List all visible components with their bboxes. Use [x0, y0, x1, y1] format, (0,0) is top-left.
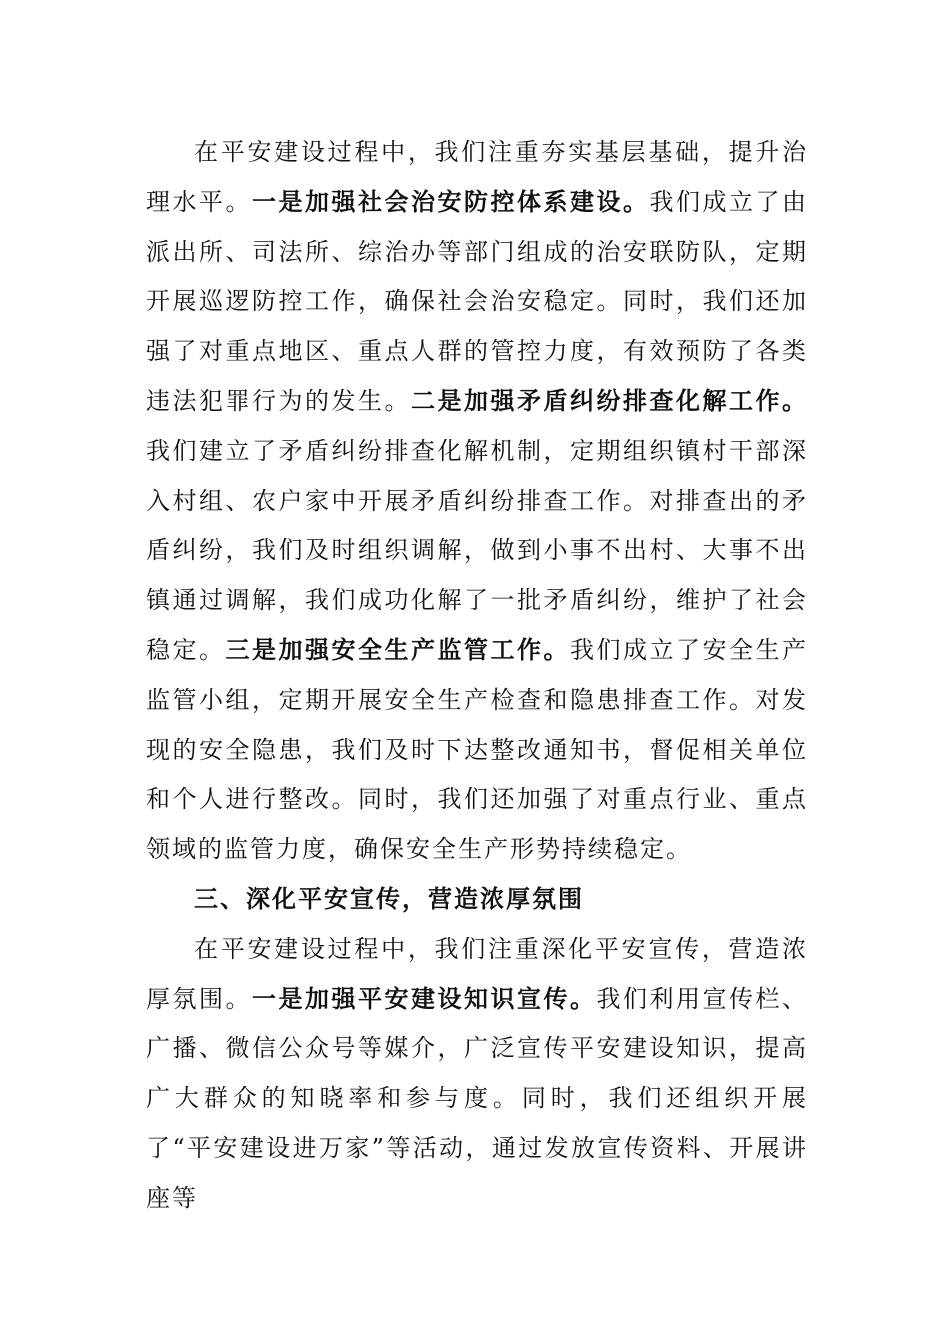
point-title-dispute-resolution: 二是加强矛盾纠纷排查化解工作。	[411, 386, 808, 415]
point-text-knowledge-publicity: 我们利用宣传栏、广播、微信公众号等媒介，广泛宣传平安建设知识，提高广大群众的知晓率和参与度。同时，我们还组织开展了“平安建设进万家”等活动，通过发放宣传资料、开展讲座等	[146, 984, 808, 1212]
point-title-knowledge-publicity: 一是加强平安建设知识宣传。	[252, 984, 597, 1013]
document-body	[146, 128, 808, 1224]
paragraph-safety-publicity	[146, 925, 808, 1224]
point-text-production-safety: 我们成立了安全生产监管小组，定期开展安全生产检查和隐患排查工作。对发现的安全隐患，我们及时下达整改通知书，督促相关单位和个人进行整改。同时，我们还加强了对重点行业、重点领域的监管力度，确保安全生产形势持续稳定。	[146, 635, 808, 864]
point-text-public-security: 我们成立了由派出所、司法所、综治办等部门组成的治安联防队，定期开展巡逻防控工作，确保社会治安稳定。同时，我们还加强了对重点地区、重点人群的管控力度，有效预防了各类违法犯罪行为的发生。	[146, 187, 808, 415]
point-text-dispute-resolution: 我们建立了矛盾纠纷排查化解机制，定期组织镇村干部深入村组、农户家中开展矛盾纠纷排查工作。对排查出的矛盾纠纷，我们及时组织调解，做到小事不出村、大事不出镇通过调解，我们成功化解了一批矛盾纠纷，维护了社会稳定。	[146, 436, 808, 664]
section-heading-3: 三、深化平安宣传，营造浓厚氛围	[194, 884, 584, 913]
paragraph-intro: 在平安建设过程中，我们注重深化平安宣传，营造浓厚氛围。	[146, 934, 808, 1013]
paragraph-intro: 在平安建设过程中，我们注重夯实基层基础，提升治理水平。	[146, 138, 808, 216]
point-title-public-security: 一是加强社会治安防控体系建设。	[252, 187, 650, 216]
paragraph-grassroots-governance	[146, 128, 808, 875]
point-title-production-safety: 三是加强安全生产监管工作。	[225, 635, 570, 664]
